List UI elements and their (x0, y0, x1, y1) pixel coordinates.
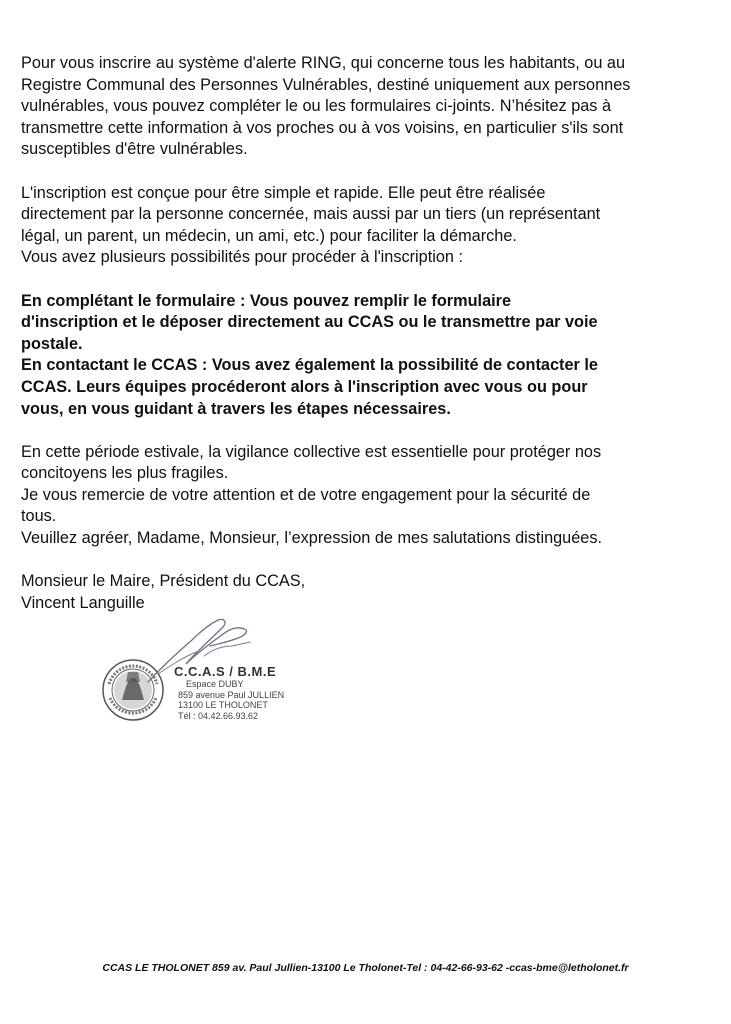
stamp-text (166, 664, 326, 721)
stamp-line-city: 13100 LE THOLONET (178, 700, 268, 710)
signatory-title: Monsieur le Maire, Président du CCAS, (21, 572, 306, 591)
stamp-line-espace: Espace DUBY (186, 679, 244, 689)
option-contact-ccas: En contactant le CCAS : Vous avez également la possibilité de contacter le CCAS. Leurs équipes procéderont alors à l'inscription avec vous ou pour vous, en vous guidant à travers les étapes nécessaires. (21, 356, 598, 418)
paragraph-thanks: Je vous remercie de votre attention et de votre engagement pour la sécurité de tous. (21, 485, 591, 526)
stamp-title: C.C.A.S / B.M.E (174, 664, 277, 679)
signatory-name: Vincent Languille (21, 593, 145, 612)
paragraph-simple-registration: L'inscription est conçue pour être simple et rapide. Elle peut être réalisée directement par la personne concernée, mais aussi par un tiers (un représentant légal, un parent, un médecin, un ami, etc.) pour faciliter la démarche. (21, 183, 601, 245)
paragraph-registration-intro: Pour vous inscrire au système d'alerte RING, qui concerne tous les habitants, ou au Registre Communal des Personnes Vulnérables, destiné uniquement aux personnes vulnérables, vous pouvez compléter le ou les formulaires ci-joints. N’hésitez pas à transmettre cette information à vos proches ou à vos voisins, en particulier s'ils sont susceptibles d'être vulnérables. (21, 54, 631, 159)
letter-body (21, 53, 721, 614)
option-form: En complétant le formulaire : Vous pouvez remplir le formulaire d'inscription et le déposer directement au CCAS ou le transmettre par voie postale. (21, 291, 598, 353)
page-footer: CCAS LE THOLONET 859 av. Paul Jullien-13100 Le Tholonet-Tel : 04-42-66-93-62 -ccas-bme@letholonet.fr (102, 962, 629, 974)
paragraph-closing: Veuillez agréer, Madame, Monsieur, l’expression de mes salutations distinguées. (21, 529, 603, 548)
stamp-line-address: 859 avenue Paul JULLIEN (178, 689, 285, 700)
signature-block (21, 571, 721, 614)
paragraph-vigilance: En cette période estivale, la vigilance collective est essentielle pour protéger nos concitoyens les plus fragiles. (21, 442, 602, 483)
stamp-line-phone: Tél : 04.42.66.93.62 (178, 710, 259, 721)
official-stamp (100, 612, 320, 742)
paragraph-possibilities: Vous avez plusieurs possibilités pour procéder à l'inscription : (21, 248, 464, 267)
